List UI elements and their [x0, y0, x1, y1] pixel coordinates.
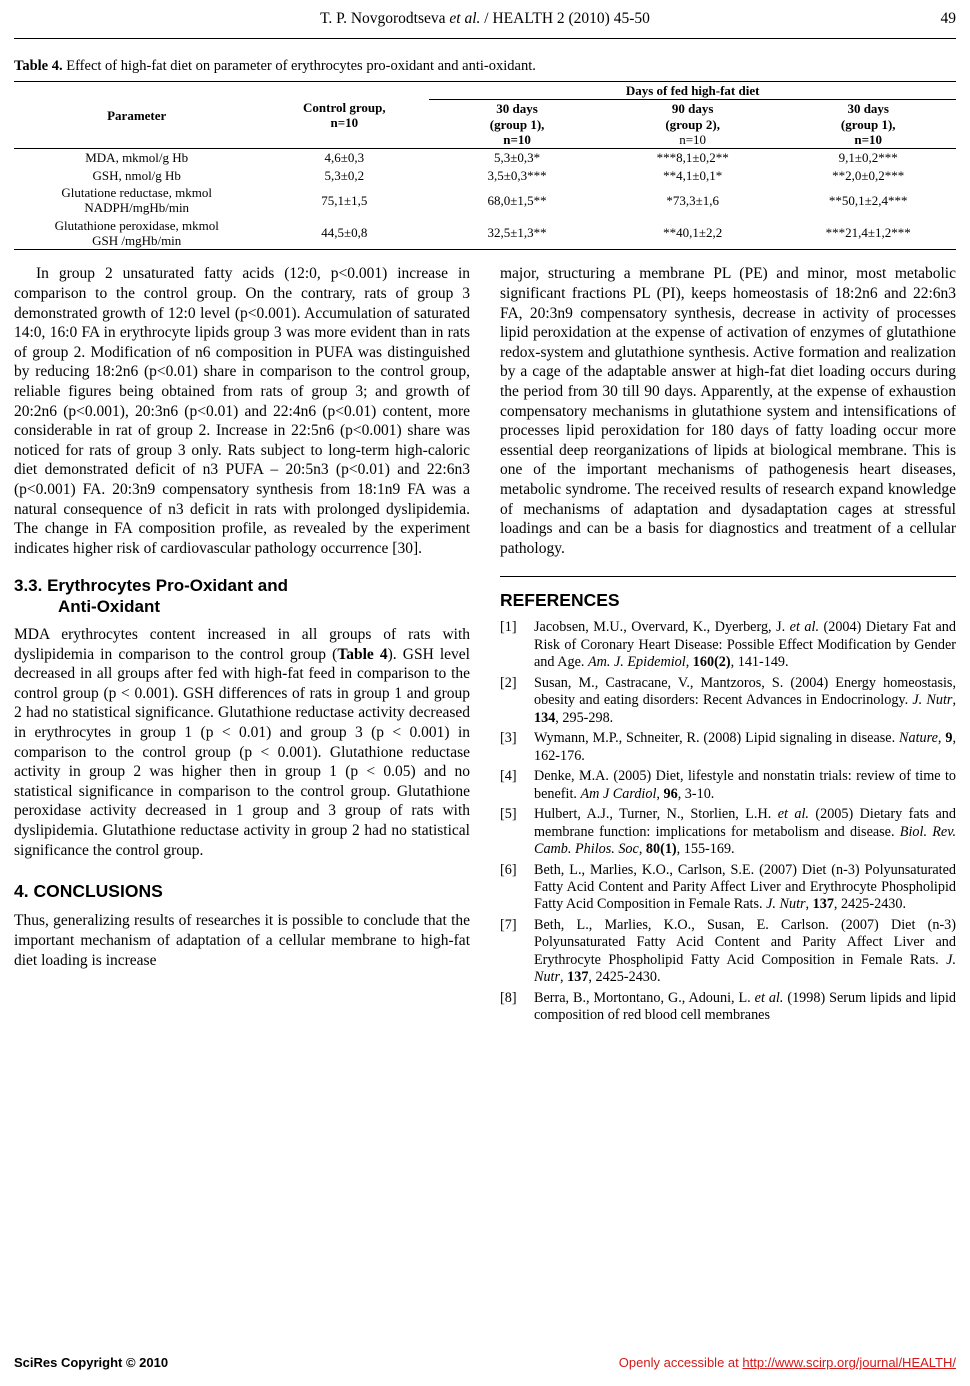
- reference-text: Beth, L., Marlies, K.O., Susan, E. Carlson. (2007) Diet (n-3) Polyunsaturated Fatty Acid Content and Parity Affect Liver and Erythrocyte Phospholipid Fatty Acid Composition in Female Rats. J. Nutr, 137, 2425-2430.: [534, 916, 956, 986]
- table-cell-parameter: Glutatione reductase, mkmol NADPH/mgHb/min: [61, 185, 212, 216]
- section-heading-3-3: [14, 576, 470, 617]
- table-cell-v2: *73,3±1,6: [666, 192, 719, 208]
- reference-item: [500, 806, 956, 858]
- references-heading: REFERENCES: [500, 590, 620, 611]
- table-cell-v2: **40,1±2,2: [605, 217, 781, 250]
- paragraph-fatty-acids: In group 2 unsaturated fatty acids (12:0, p<0.001) increase in comparison to the control group. On the contrary, rats of group 3 demonstrated growth of 12:0 level (p<0.001). Accumulation of saturated 14:0, 16:0 FA in erythrocyte lipids group 3 was more evident than in rats of group 2. Modification of n6 composition in PUFA was distinguished by reducing 18:2n6 (p<0.01) share in comparison to the control group, reliable figures being obtained from rats of group 3; and growth of 20:2n6 (p<0.001), 20:3n6 (p<0.01) and 22:4n6 (p<0.01) content, more considerable in rat of group 2. Increase in 22:5n6 (p<0.001) share was noticed for rats of group 3 only. Rats subject to long-term high-caloric diet demonstrated deficit of n3 PUFA – 20:5n3 (p<0.01) and 22:6n3 (p<0.001) FA. 20:3n9 compensatory synthesis from 18:1n9 FA was a natural consequence of n3 deficit in rats with prolonged dyslipidemia. The change in FA composition profile, as revealed by the experiment indicates higher risk of cardiovascular pathology occurrence [30].: [14, 265, 470, 557]
- table-caption-label: Table 4.: [14, 58, 63, 74]
- running-head-journal: / HEALTH 2 (2010) 45-50: [484, 10, 650, 27]
- table-row: [14, 217, 956, 250]
- body-columns: [14, 264, 956, 1027]
- table-header-col-30days-g1b: 30 days (group 1), n=10: [780, 100, 956, 149]
- copyright-text: SciRes Copyright © 2010: [14, 1355, 169, 1370]
- page-number: 49: [940, 10, 956, 27]
- table-cell-control: 75,1±1,5: [321, 192, 368, 208]
- table-caption-text: Effect of high-fat diet on parameter of erythrocytes pro-oxidant and anti-oxidant.: [62, 58, 536, 74]
- table-cell-control: 44,5±0,8: [259, 217, 429, 250]
- table-row: [14, 167, 956, 184]
- table-cell-control: 5,3±0,2: [324, 167, 365, 183]
- table-cell-parameter: Glutathione peroxidase, mkmol GSH /mgHb/min: [14, 217, 259, 250]
- reference-text: Susan, M., Castracane, V., Mantzoros, S. (2004) Energy homeostasis, obesity and eating disorders: Recent Advances in Endocrinology. J. Nutr, 134, 295-298.: [534, 674, 956, 726]
- table-cell-v3: **2,0±0,2***: [832, 167, 905, 183]
- table-cell-v3: 9,1±0,2***: [838, 150, 898, 166]
- reference-number: [1]: [500, 619, 517, 636]
- reference-text: Berra, B., Mortontano, G., Adouni, L. et al. (1998) Serum lipids and lipid composition of red blood cell membranes: [534, 989, 956, 1024]
- table-cell-v3: ***21,4±1,2***: [780, 217, 956, 250]
- open-access-label: Openly accessible at: [618, 1355, 743, 1370]
- section-heading-3-3-line1: 3.3. Erythrocytes Pro-Oxidant and: [14, 576, 288, 596]
- left-column: [14, 264, 470, 1027]
- table-header-col-90days-g2: 90 days (group 2), n=10: [605, 100, 781, 149]
- table-cell-control: 4,6±0,3: [324, 150, 365, 166]
- paragraph-conclusions-cont: major, structuring a membrane PL (PE) and minor, most metabolic significant fractions PL (PI), keeps homeostasis of 18:2n6 and 22:6n3 FA, 20:3n9 compensatory synthesis, decrease in activity of processes lipid peroxidation at the expense of activation of enzymes of glutathione redox-system and glutathione synthesis. Active formation and realization by a cage of the adaptable answer at high-fat diet loading occurs during the period from 30 till 90 days. Apparently, at the expense of exhaustion compensatory mechanisms in glutathione system and intensifications of processes lipid peroxidation for 180 days of fatty loading occur more essential deep reorganizations of lipids at biological membrane. This is one of the important mechanisms of pathogenesis heart diseases, metabolic syndrome. The received results of research expand knowledge of mechanisms of adaptation and dysadaptation cages at stressful loadings and can be a basis for diagnostics and treatment of a cellular pathology.: [500, 265, 956, 557]
- reference-text: Hulbert, A.J., Turner, N., Storlien, L.H. et al. (2005) Dietary fats and membrane function: implications for metabolism and disease. Biol. Rev. Camb. Philos. Soc, 80(1), 155-169.: [534, 806, 956, 858]
- reference-number: [4]: [500, 768, 517, 785]
- journal-link[interactable]: http://www.scirp.org/journal/HEALTH/: [742, 1355, 956, 1370]
- reference-text: Wymann, M.P., Schneiter, R. (2008) Lipid signaling in disease. Nature, 9, 162-176.: [534, 730, 957, 764]
- reference-item: [500, 768, 956, 803]
- table-header-parameter: Parameter: [14, 82, 259, 149]
- open-access-note: [619, 1355, 956, 1370]
- table-cell-v1: 3,5±0,3***: [487, 167, 547, 183]
- reference-text: Denke, M.A. (2005) Diet, lifestyle and nonstatin trials: review of time to benefit. Am J Cardiol, 96, 3-10.: [534, 768, 956, 802]
- para-mda-a: MDA erythrocytes content increased in all groups of rats with dyslipidemia in comparison to the control group (: [14, 626, 470, 663]
- running-head-title: [14, 10, 956, 28]
- table-header-col-30days-g1: 30 days (group 1), n=10: [429, 100, 605, 149]
- reference-item: [500, 675, 956, 727]
- right-column: [500, 264, 956, 1027]
- section-heading-3-3-line2: Anti-Oxidant: [58, 596, 160, 616]
- header-divider: [14, 38, 956, 39]
- reference-item: [500, 619, 956, 671]
- reference-text: Beth, L., Marlies, K.O., Carlson, S.E. (2007) Diet (n-3) Polyunsaturated Fatty Acid Content and Parity Affect Liver and Erythrocyte Phospholipid Fatty Acid Composition in Female Rats. J. Nutr, 137, 2425-2430.: [534, 861, 956, 913]
- reference-number: [8]: [500, 989, 517, 1006]
- section-heading-conclusions: 4. CONCLUSIONS: [14, 881, 163, 902]
- references-divider: [500, 576, 956, 577]
- table-cell-v1: 68,0±1,5**: [487, 192, 547, 208]
- reference-number: [2]: [500, 674, 517, 691]
- table-row: [14, 184, 956, 217]
- table-erythrocytes-prooxidant: [14, 81, 956, 250]
- table-header-control: Control group, n=10: [259, 82, 429, 149]
- table-cell-parameter: MDA, mkmol/g Hb: [85, 150, 189, 166]
- reference-item: [500, 862, 956, 914]
- reference-number: [6]: [500, 861, 517, 878]
- paragraph-mda-results: [14, 625, 470, 860]
- table-reference: Table 4: [337, 645, 388, 663]
- reference-text: Jacobsen, M.U., Overvard, K., Dyerberg, J. et al. (2004) Dietary Fat and Risk of Coronary Heart Disease: Possible Effect Modification by Gender and Age. Am. J. Epidemiol, 160(2), 141-149.: [534, 619, 956, 671]
- table-cell-v3: **50,1±2,4***: [828, 192, 908, 208]
- table-row: [14, 149, 956, 167]
- reference-number: [5]: [500, 806, 517, 823]
- paragraph-conclusions: Thus, generalizing results of researches it is possible to conclude that the important mechanism of adaptation of a cellular membrane to high-fat diet loading is increase: [14, 912, 470, 969]
- table-header-spanner: Days of fed high-fat diet: [429, 82, 956, 100]
- table-header-row-1: [14, 82, 956, 100]
- reference-number: [7]: [500, 916, 517, 933]
- running-head-etal: et al.: [449, 10, 481, 27]
- running-head-authors: T. P. Novgorodtseva: [320, 10, 446, 27]
- reference-item: [500, 730, 956, 765]
- reference-item: [500, 917, 956, 987]
- reference-item: [500, 990, 956, 1025]
- running-head: [14, 0, 956, 34]
- page-footer: [14, 1355, 956, 1370]
- table-cell-v2: ***8,1±0,2**: [656, 150, 729, 166]
- table-caption: [14, 57, 956, 75]
- reference-number: [3]: [500, 730, 517, 747]
- para-mda-b: ). GSH level decreased in all groups after fed with high-fat feed in comparison to the control group (p < 0.001). GSH differences of rats in group 1 and group 2 had no statistical significance. Glutathione reductase activity decreased in erythrocytes in group 1 (p < 0.01) and group 3 (p < 0.001) in comparison to the control group (p < 0.001). Glutathione reductase activity in group 2 was higher then in group 1 (p < 0.05) and no statistical significance in comparison to the control group. Glutathione peroxidase activity decreased in 1 group and 3 group of rats with dyslipidemia. Glutathione reductase activity in group 2 had no statistical significance the control group.: [14, 645, 470, 859]
- table-cell-v2: **4,1±0,1*: [663, 167, 723, 183]
- table-cell-v1: 32,5±1,3**: [429, 217, 605, 250]
- table-cell-v1: 5,3±0,3*: [494, 150, 541, 166]
- table-cell-parameter: GSH, nmol/g Hb: [92, 167, 181, 183]
